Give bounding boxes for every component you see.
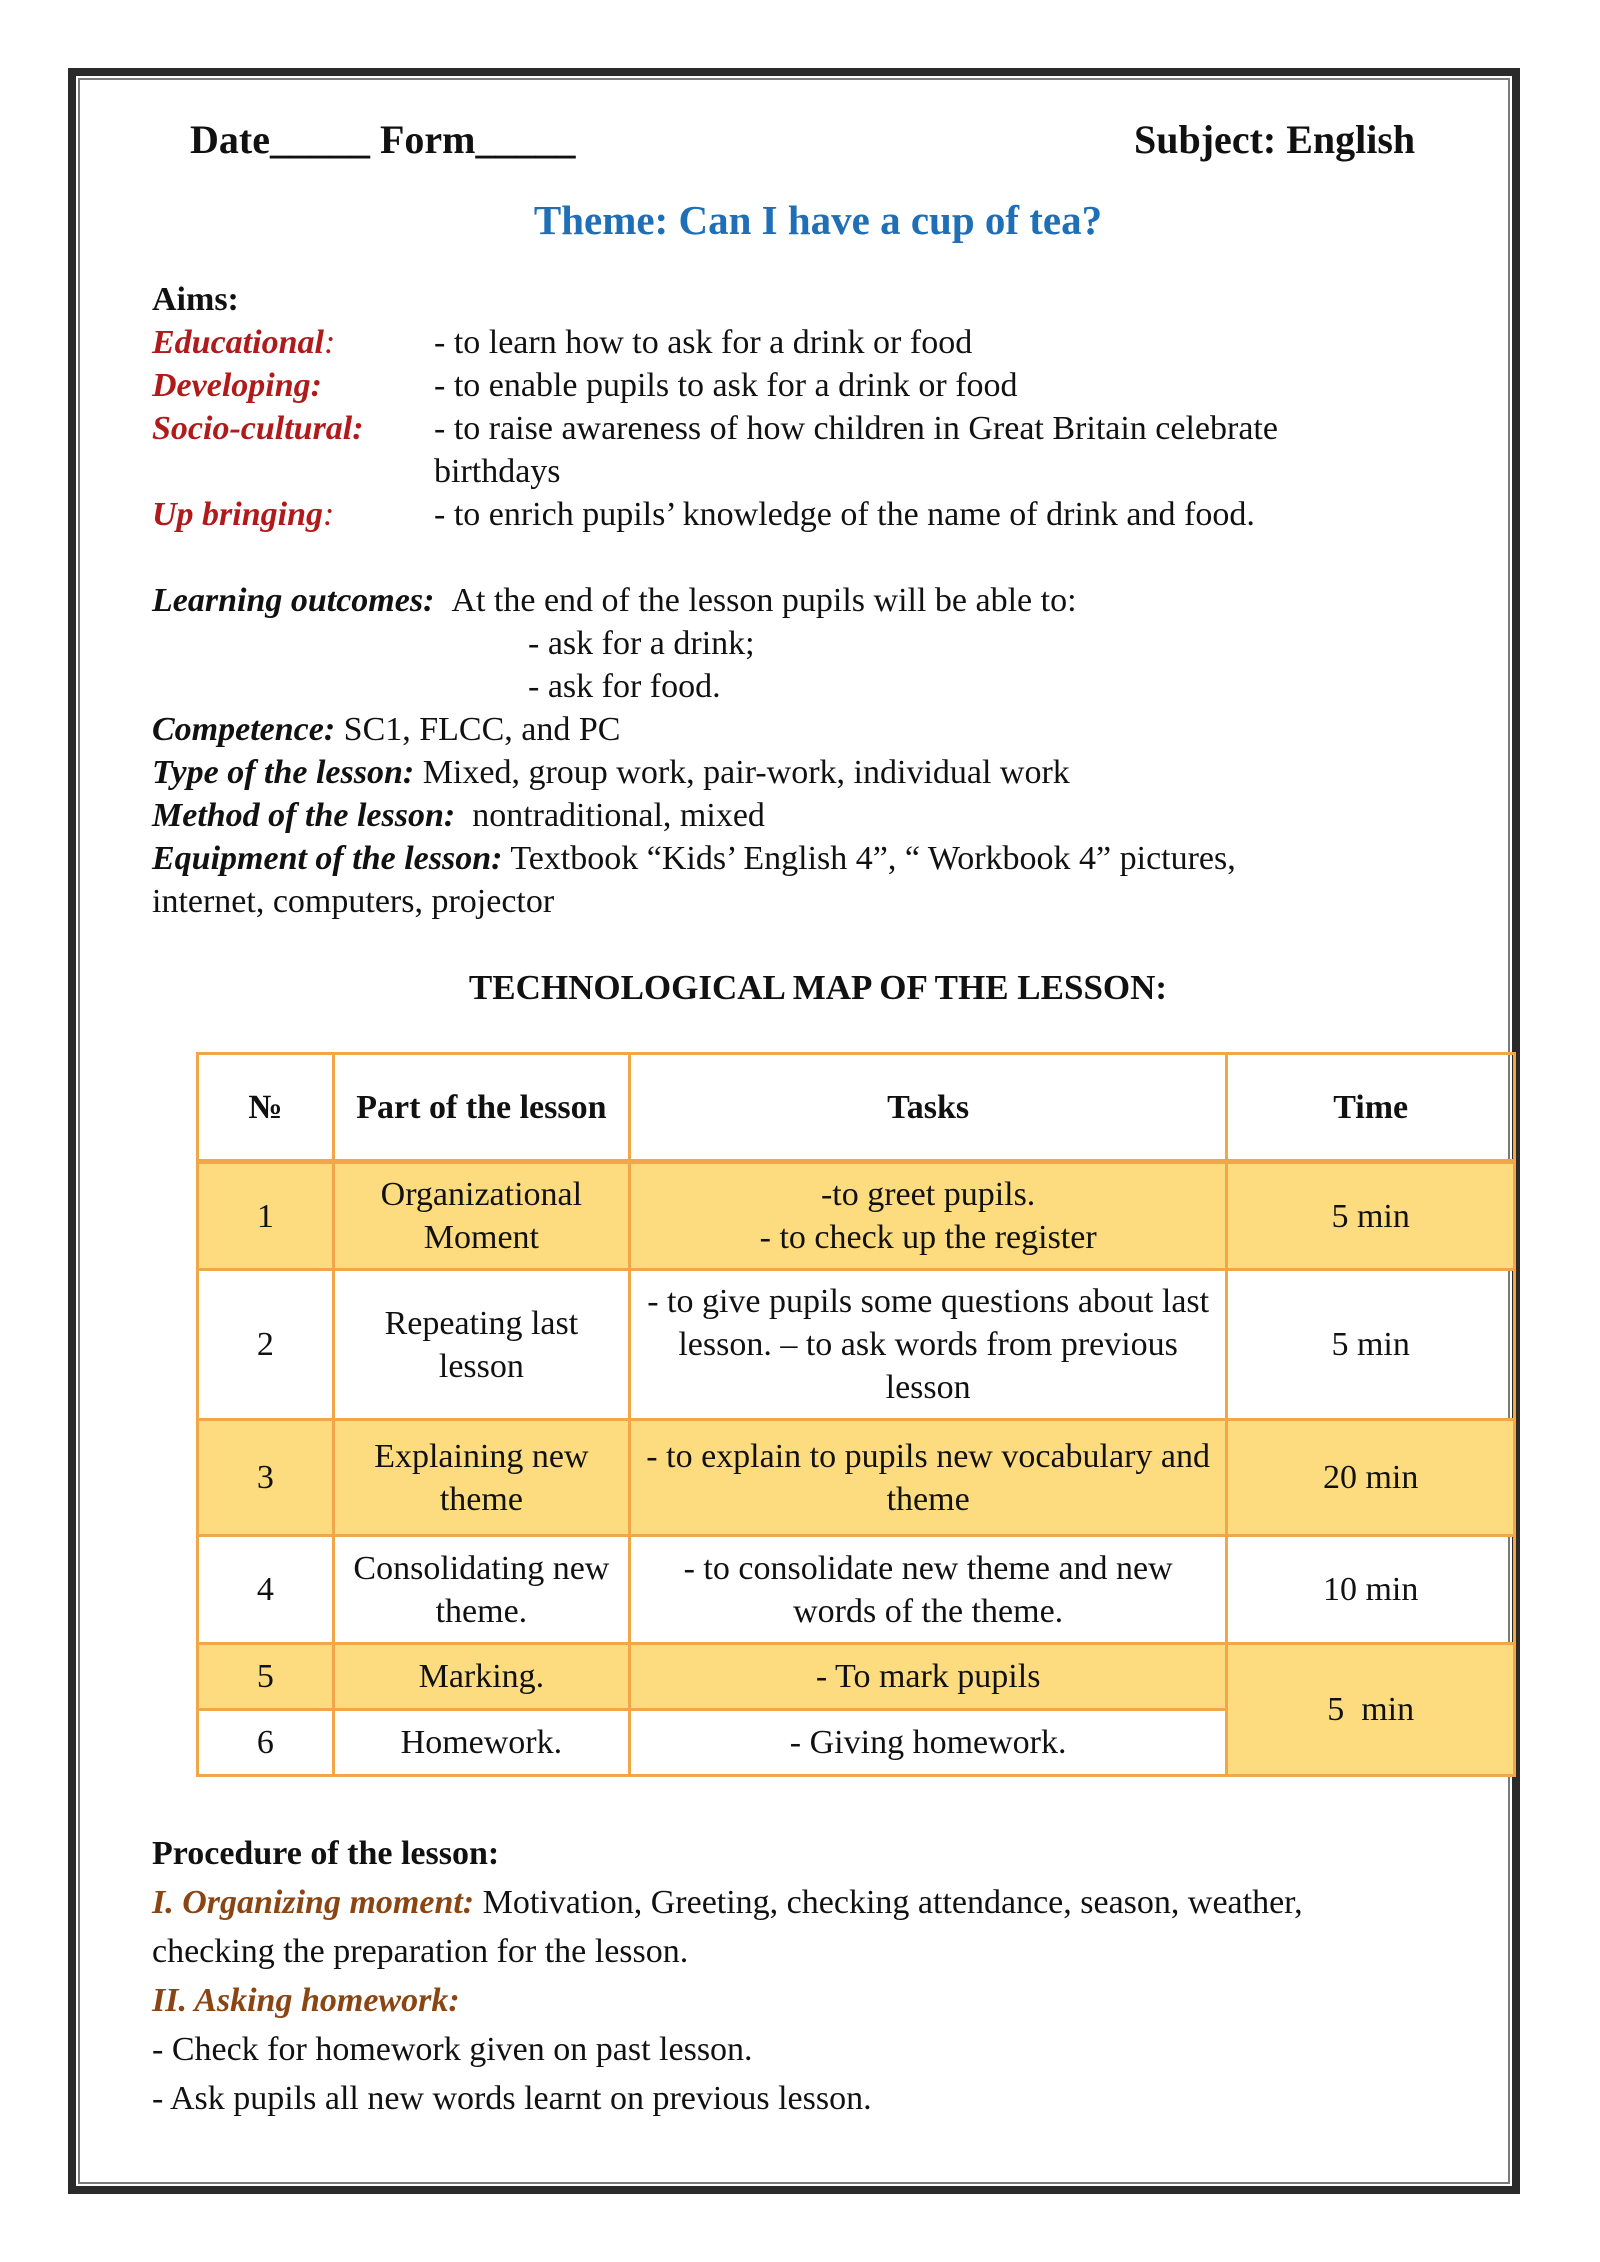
row-tasks: -to greet pupils. - to check up the register [629, 1162, 1226, 1270]
row-time: 20 min [1227, 1420, 1515, 1536]
row-part: Repeating last lesson [333, 1270, 629, 1420]
row-tasks: - To mark pupils [629, 1644, 1226, 1710]
aim-developing-text: - to enable pupils to ask for a drink or food [434, 367, 1018, 404]
table-row [198, 1536, 1515, 1644]
row-num: 5 [198, 1644, 334, 1710]
row-num: 4 [198, 1536, 334, 1644]
organizing-moment-line: I. Organizing moment: Motivation, Greeting, checking attendance, season, weather, [152, 1884, 1303, 1921]
row-tasks: - to give pupils some questions about last lesson. – to ask words from previous lesson [629, 1270, 1226, 1420]
aim-sociocultural-text-cont: birthdays [434, 453, 561, 490]
lesson-type-line: Type of the lesson: Mixed, group work, pair-work, individual work [152, 754, 1070, 791]
row-part: Marking. [333, 1644, 629, 1710]
procedure-title: Procedure of the lesson: [152, 1835, 500, 1872]
table-row [198, 1644, 1515, 1710]
subject-line: Subject: English [1134, 117, 1416, 162]
aim-educational-label: Educational: [152, 324, 336, 361]
aim-upbringing-text: - to enrich pupils’ knowledge of the name of drink and food. [434, 496, 1255, 533]
table-header-row [198, 1054, 1515, 1162]
lesson-method-line: Method of the lesson: nontraditional, mixed [152, 797, 765, 834]
row-tasks: - to explain to pupils new vocabulary and theme [629, 1420, 1226, 1536]
header-time: Time [1227, 1054, 1515, 1162]
table-row [198, 1270, 1515, 1420]
table-row [198, 1420, 1515, 1536]
technological-map-table [196, 1052, 1516, 1777]
row-time: 5 min [1227, 1270, 1515, 1420]
aim-sociocultural-text: - to raise awareness of how children in Great Britain celebrate [434, 410, 1278, 447]
row-tasks: - Giving homework. [629, 1710, 1226, 1776]
outcome-item: - ask for food. [528, 668, 721, 705]
header-part: Part of the lesson [333, 1054, 629, 1162]
date-form-line: Date_____ Form_____ [190, 117, 576, 162]
homework-item: - Ask pupils all new words learnt on previous lesson. [152, 2080, 872, 2117]
organizing-moment-line-cont: checking the preparation for the lesson. [152, 1933, 689, 1970]
aim-upbringing-label: Up bringing: [152, 496, 335, 533]
aim-sociocultural-label: Socio-cultural: [152, 410, 364, 447]
row-num: 6 [198, 1710, 334, 1776]
row-part: Consolidating new theme. [333, 1536, 629, 1644]
header-num: № [198, 1054, 334, 1162]
row-part: Explaining new theme [333, 1420, 629, 1536]
table-row [198, 1162, 1515, 1270]
row-time: 10 min [1227, 1536, 1515, 1644]
equipment-line-cont: internet, computers, projector [152, 883, 555, 920]
row-num: 1 [198, 1162, 334, 1270]
learning-outcomes: Learning outcomes: At the end of the lesson pupils will be able to: [152, 582, 1077, 619]
lesson-theme: Theme: Can I have a cup of tea? [533, 197, 1103, 243]
row-tasks: - to consolidate new theme and new words of the theme. [629, 1536, 1226, 1644]
row-part: Organizational Moment [333, 1162, 629, 1270]
asking-homework-label: II. Asking homework: [152, 1982, 460, 2019]
map-title: TECHNOLOGICAL MAP OF THE LESSON: [468, 968, 1168, 1007]
aims-title: Aims: [152, 281, 239, 318]
row-num: 2 [198, 1270, 334, 1420]
row-part: Homework. [333, 1710, 629, 1776]
competence-line: Competence: SC1, FLCC, and PC [152, 711, 621, 748]
aim-developing-label: Developing: [152, 367, 322, 404]
row-num: 3 [198, 1420, 334, 1536]
outcome-item: - ask for a drink; [528, 625, 755, 662]
aim-educational-text: - to learn how to ask for a drink or food [434, 324, 973, 361]
row-time: 5 min [1227, 1162, 1515, 1270]
row-time: 5 min [1227, 1644, 1515, 1776]
homework-item: - Check for homework given on past lesson. [152, 2031, 753, 2068]
equipment-line: Equipment of the lesson: Textbook “Kids’ English 4”, “ Workbook 4” pictures, [152, 840, 1236, 877]
header-tasks: Tasks [629, 1054, 1226, 1162]
